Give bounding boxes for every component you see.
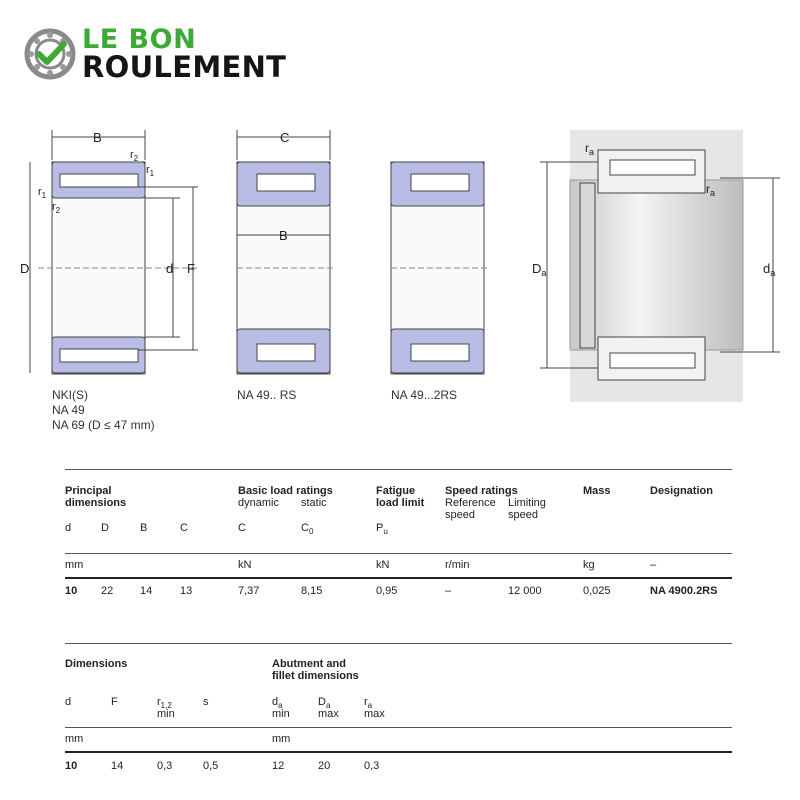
label-r2a-sub: 2 xyxy=(133,154,139,163)
drawing-nki xyxy=(30,130,200,374)
t2-dimensions: Dimensions xyxy=(65,658,128,670)
t1-unit-dash: – xyxy=(650,559,657,571)
t1-val-C: 13 xyxy=(180,585,193,597)
label-r1a: r xyxy=(146,164,150,176)
label-da: d xyxy=(763,261,771,276)
t2-fillet: fillet dimensions xyxy=(272,670,359,682)
t1-limiting-speed: speed xyxy=(508,509,538,521)
caption-na49-2rs: NA 49...2RS xyxy=(391,388,458,402)
t1-fatigue: Fatigue xyxy=(376,485,416,497)
label-D1: D xyxy=(20,261,30,276)
t1-val-ref-speed: – xyxy=(445,585,452,597)
t1-unit-kg: kg xyxy=(583,559,595,571)
t2-sym-Da-max: max xyxy=(318,708,339,720)
table2-unit-rule xyxy=(65,751,732,753)
t1-sym-D: D xyxy=(101,522,109,534)
t2-abutment: Abutment and xyxy=(272,658,346,670)
label-ra1: r xyxy=(585,141,589,155)
svg-text:Da xyxy=(532,261,546,278)
t1-val-Pu: 0,95 xyxy=(376,585,398,597)
t1-sym-B: B xyxy=(140,522,148,534)
t2-val-da: 12 xyxy=(272,760,285,772)
label-r1a-sub: 1 xyxy=(149,169,155,178)
label-r1b: r xyxy=(38,186,42,198)
svg-text:r1 xyxy=(146,164,155,178)
t1-reference: Reference xyxy=(445,497,496,509)
t1-sym-C0: C xyxy=(301,522,309,534)
label-F1: F xyxy=(187,261,195,276)
t2-sym-r12: r xyxy=(157,696,161,708)
caption-na69: NA 69 (D ≤ 47 mm) xyxy=(52,418,155,432)
t2-val-r12: 0,3 xyxy=(157,760,173,772)
t1-dynamic: dynamic xyxy=(238,497,279,509)
t1-principal: Principal xyxy=(65,485,112,497)
label-Da: D xyxy=(532,261,542,276)
table2-mid-rule xyxy=(65,727,732,728)
t2-val-s: 0,5 xyxy=(203,760,219,772)
t1-limiting: Limiting xyxy=(508,497,546,509)
bearing-logo-icon xyxy=(24,28,76,80)
t1-reference-speed: speed xyxy=(445,509,475,521)
t2-sym-ra-max: max xyxy=(364,708,385,720)
caption-na49: NA 49 xyxy=(52,403,85,417)
svg-text:r2 xyxy=(130,149,139,163)
label-d1: d xyxy=(166,261,174,276)
t1-val-B: 14 xyxy=(140,585,153,597)
label-r2b-sub: 2 xyxy=(55,206,61,215)
t2-sym-da: d xyxy=(272,696,279,708)
t2-val-d: 10 xyxy=(65,760,78,772)
t2-unit-mm1: mm xyxy=(65,733,84,745)
t1-load-limit: load limit xyxy=(376,497,425,509)
t2-sym-d: d xyxy=(65,696,72,708)
label-r1b-sub: 1 xyxy=(41,191,47,200)
label-C2: C xyxy=(280,130,290,145)
t1-sym-C-dyn: C xyxy=(238,522,246,534)
t1-val-mass: 0,025 xyxy=(583,585,611,597)
t1-val-designation: NA 4900.2RS xyxy=(650,585,718,597)
t1-dimensions: dimensions xyxy=(65,497,127,509)
t1-basic-load: Basic load ratings xyxy=(238,485,333,497)
t1-speed-ratings: Speed ratings xyxy=(445,485,518,497)
label-r2b: r xyxy=(52,201,56,213)
logo-text-line2: ROULEMENT xyxy=(82,50,287,84)
t2-sym-ra-sub: a xyxy=(367,701,373,710)
drawing-na49-rs xyxy=(237,130,335,374)
t1-val-lim-speed: 12 000 xyxy=(508,585,542,597)
t1-unit-kn2: kN xyxy=(376,559,390,571)
t2-sym-r12-sub: 1,2 xyxy=(160,701,172,710)
t2-unit-mm2: mm xyxy=(272,733,291,745)
label-B2: B xyxy=(279,228,288,243)
label-ra2: r xyxy=(706,182,710,196)
t2-val-Da: 20 xyxy=(318,760,331,772)
t2-sym-Da: D xyxy=(318,696,326,708)
t1-val-C-dyn: 7,37 xyxy=(238,585,260,597)
table1-unit-rule xyxy=(65,577,732,579)
t1-val-d: 10 xyxy=(65,585,78,597)
t1-sym-C: C xyxy=(180,522,188,534)
t1-mass: Mass xyxy=(583,485,611,497)
label-r2a: r xyxy=(130,149,134,161)
t1-static: static xyxy=(301,497,327,509)
t1-sym-C0-sub: 0 xyxy=(308,527,314,536)
label-Da-sub: a xyxy=(541,268,547,278)
t2-sym-r12-min: min xyxy=(157,708,175,720)
t2-sym-da-min: min xyxy=(272,708,290,720)
t1-val-C0: 8,15 xyxy=(301,585,323,597)
caption-na49-rs: NA 49.. RS xyxy=(237,388,297,402)
drawing-na49-2rs xyxy=(391,162,489,374)
logo-text-line1: LE BON xyxy=(82,24,197,55)
table2-top-rule xyxy=(65,643,732,644)
caption-nkis: NKI(S) xyxy=(52,388,88,402)
t1-sym-Pu: P xyxy=(376,522,384,534)
table1-top-rule xyxy=(65,469,732,470)
t2-sym-ra: r xyxy=(364,696,368,708)
t2-sym-F: F xyxy=(111,696,118,708)
t2-sym-da-sub: a xyxy=(278,701,283,710)
t1-unit-mm: mm xyxy=(65,559,84,571)
t1-designation: Designation xyxy=(650,485,713,497)
t2-val-F: 14 xyxy=(111,760,124,772)
label-da-sub: a xyxy=(770,268,776,278)
t1-unit-kn1: kN xyxy=(238,559,252,571)
t1-unit-rmin: r/min xyxy=(445,559,470,571)
svg-text:r1 xyxy=(38,186,47,200)
drawing-abutment xyxy=(540,130,780,402)
t2-sym-s: s xyxy=(203,696,209,708)
t1-val-D: 22 xyxy=(101,585,114,597)
t2-sym-Da-sub: a xyxy=(325,701,331,710)
t1-sym-Pu-sub: u xyxy=(383,527,388,536)
t1-sym-d: d xyxy=(65,522,72,534)
bearing-drawings xyxy=(0,120,800,410)
t2-val-ra: 0,3 xyxy=(364,760,380,772)
label-ra1-sub: a xyxy=(589,147,595,157)
label-ra2-sub: a xyxy=(710,188,716,198)
label-B1: B xyxy=(93,130,102,145)
table1-mid-rule xyxy=(65,553,732,554)
